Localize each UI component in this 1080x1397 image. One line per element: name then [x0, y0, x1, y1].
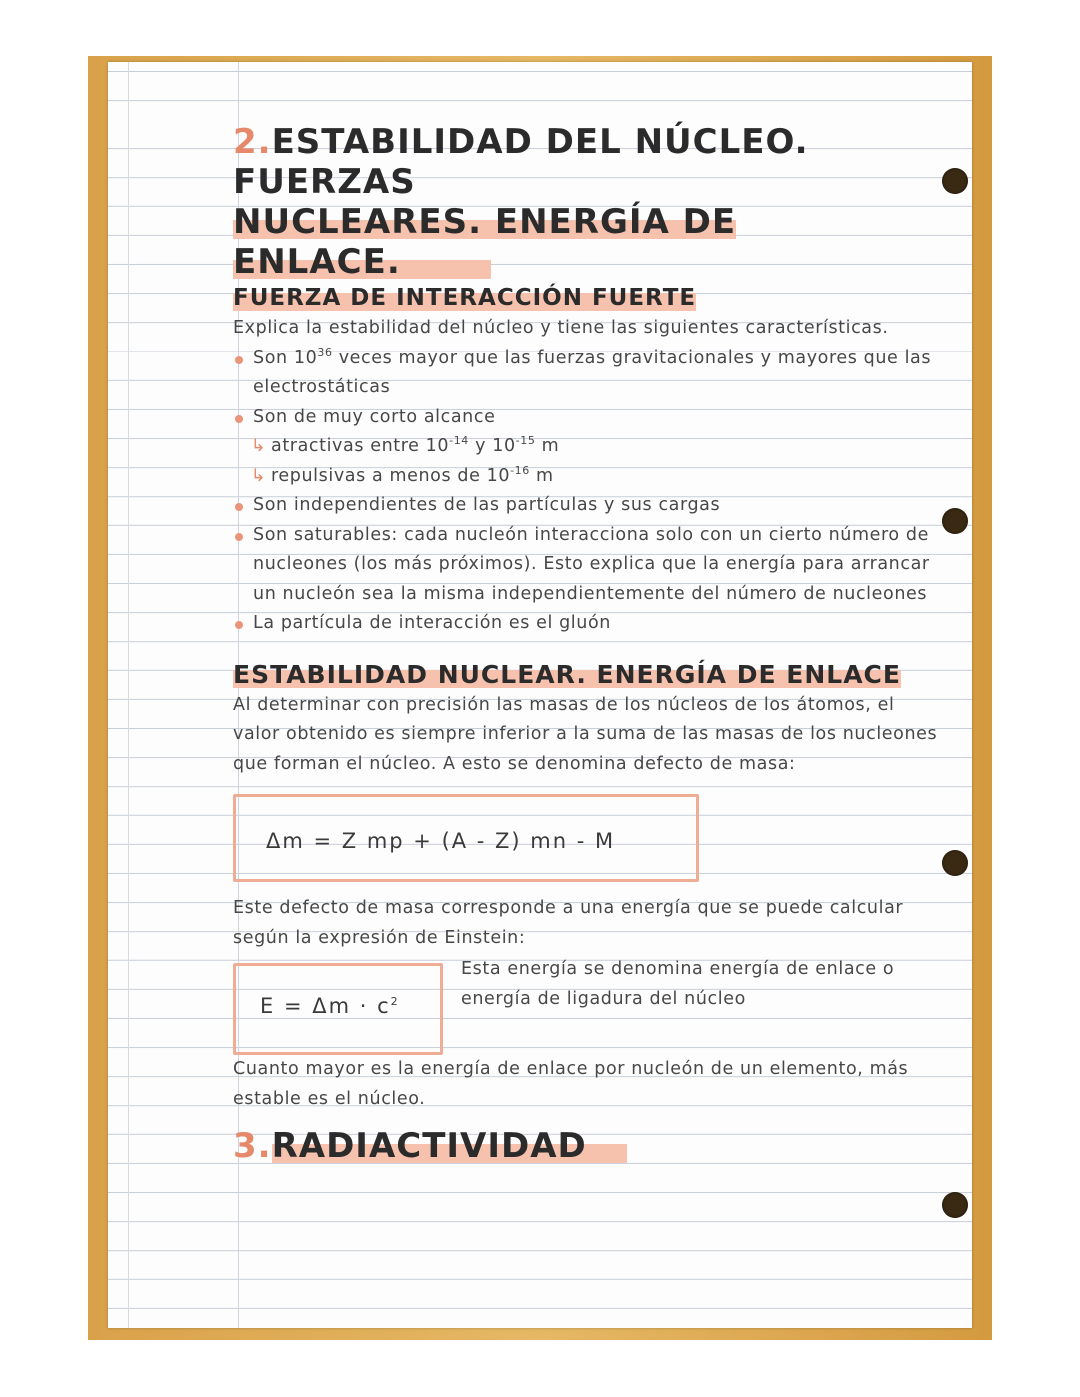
binder-hole: [942, 508, 968, 534]
formula-energy: E = Δm · c: [260, 994, 391, 1018]
attractive-exp1: -14: [449, 434, 469, 448]
bullet-range: Son de muy corto alcance: [233, 403, 943, 433]
intro-paragraph: Explica la estabilidad del núcleo y tiene las siguientes características.: [233, 318, 889, 338]
page-title: [233, 122, 923, 282]
bullet-magnitude-exponent: 36: [317, 345, 333, 359]
title-line-2: NUCLEARES. ENERGÍA DE ENLACE.: [233, 202, 737, 282]
bullet-magnitude-post: veces mayor que las fuerzas gravitacionales y mayores que las electrostáticas: [253, 347, 932, 397]
title-number: 2.: [233, 122, 272, 162]
bullet-magnitude-pre: Son 10: [253, 347, 318, 368]
notebook-page: [108, 62, 972, 1328]
einstein-paragraph: Este defecto de masa corresponde a una energía que se puede calcular según la expresión de Einstein:: [233, 898, 904, 948]
section-heading-strong-force: FUERZA DE INTERACCIÓN FUERTE: [233, 282, 696, 314]
title-line-1: ESTABILIDAD DEL NÚCLEO. FUERZAS: [233, 122, 809, 202]
attractive-post: m: [535, 436, 560, 456]
binder-hole: [942, 1192, 968, 1218]
arrow-icon: ↳: [251, 465, 267, 486]
section-heading-nuclear-stability: ESTABILIDAD NUCLEAR. ENERGÍA DE ENLACE: [233, 659, 901, 689]
arrow-icon: ↳: [251, 436, 267, 456]
section-3-number: 3.: [233, 1126, 272, 1166]
section-3-title: [233, 1126, 923, 1166]
bullet-saturable: Son saturables: cada nucleón interacciona solo con un cierto número de nucleones (los más próximos). Esto explica que la energía para arrancar un nucleón sea la misma independientemente del número de nucleones: [233, 521, 943, 610]
stability-conclusion: Cuanto mayor es la energía de enlace por nucleón de un elemento, más estable es el núcleo.: [233, 1059, 909, 1109]
binding-energy-formula: [233, 963, 443, 1055]
binder-hole: [942, 850, 968, 876]
repulsive-pre: repulsivas a menos de 10: [271, 465, 511, 486]
attractive-mid: y 10: [468, 436, 516, 456]
bullet-gluon: La partícula de interacción es el gluón: [233, 609, 943, 639]
section-3-heading: RADIACTIVIDAD: [272, 1126, 627, 1166]
bullet-independent: Son independientes de las partículas y sus cargas: [233, 491, 943, 521]
attractive-exp2: -15: [515, 434, 536, 448]
sub-item-repulsive: [233, 462, 943, 492]
mass-defect-formula: Δm = Z mp + (A - Z) mn - M: [233, 794, 699, 882]
binding-energy-note: Esta energía se denomina energía de enlace o energía de ligadura del núcleo: [461, 959, 895, 1009]
binding-energy-row: [233, 953, 943, 1055]
repulsive-post: m: [529, 465, 554, 486]
formula-exponent: 2: [390, 995, 400, 1008]
repulsive-exp: -16: [510, 463, 530, 477]
mass-defect-paragraph: Al determinar con precisión las masas de los núcleos de los átomos, el valor obtenido es siempre inferior a la suma de las masas de los nucleones que forman el núcleo. A esto se denomina defecto de masa:: [233, 694, 938, 774]
sub-item-attractive: [233, 432, 943, 462]
attractive-pre: atractivas entre 10: [271, 436, 450, 456]
binder-hole: [942, 168, 968, 194]
page-content: [233, 122, 943, 1166]
bullet-magnitude: [233, 344, 943, 403]
